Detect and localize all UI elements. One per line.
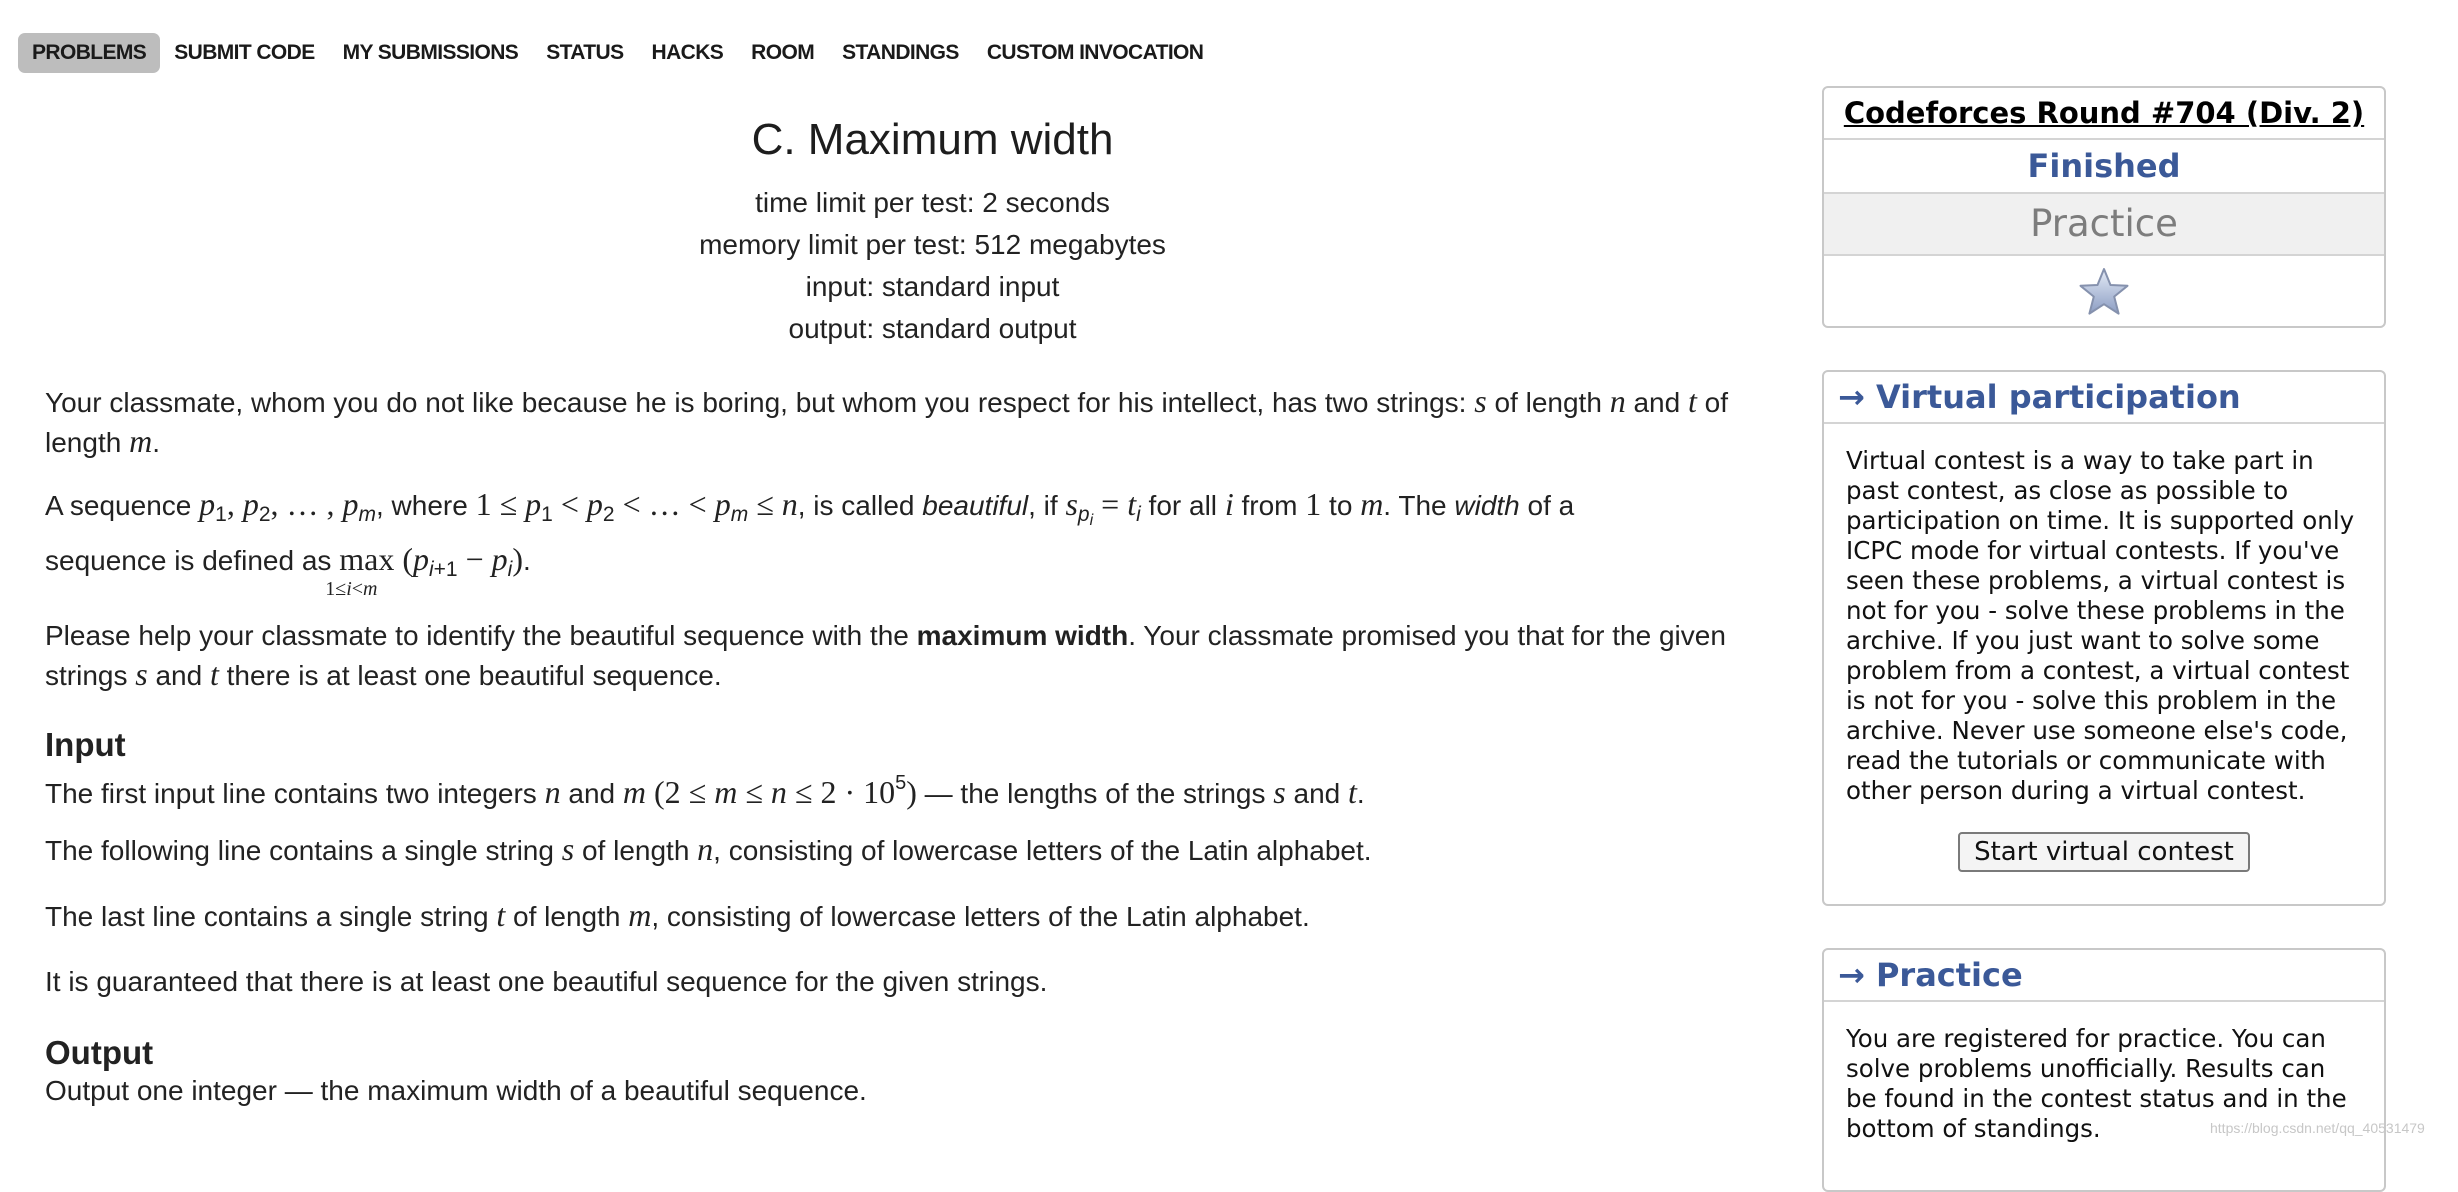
star-icon[interactable] [2077, 267, 2131, 317]
text: to [1321, 490, 1361, 521]
input-file: input: standard input [805, 271, 1060, 302]
text: The last line contains a single string [45, 901, 497, 932]
output-spec: Output one integer — the maximum width of a beautiful sequence. [45, 1075, 867, 1106]
text: , is called [797, 490, 923, 521]
menu-problems[interactable]: PROBLEMS [18, 33, 160, 73]
virtual-button-wrap [1824, 832, 2384, 872]
practice-title[interactable]: → Practice [1824, 950, 2384, 1002]
text: of length [505, 901, 629, 932]
text: width [1454, 490, 1520, 521]
output-file: output: standard output [788, 313, 1077, 344]
input-spec-line-3: The last line contains a single string t of length m, consisting of lowercase letters of the Latin alphabet. [45, 897, 1310, 933]
text: , if [1028, 490, 1066, 521]
text: and [1625, 387, 1688, 418]
text: and [1285, 778, 1349, 809]
legend-paragraph-1: Your classmate, whom you do not like because he is boring, but whom you respect for his intellect, has two strings: s of length n and t of length m. [45, 383, 1728, 459]
contest-status: Finished [1824, 140, 2384, 194]
time-limit: time limit per test: 2 seconds [755, 187, 1110, 218]
text: of length [574, 835, 698, 866]
contest-name-link[interactable]: Codeforces Round #704 (Div. 2) [1824, 88, 2384, 140]
problem-title: C. Maximum width [751, 115, 1114, 164]
input-spec-line-1: The first input line contains two integers n and m $(2 \le m \le n \le 2 \cdot 10^5)$ — the lengths of the strings s and t. [45, 772, 1365, 810]
menu-custom-invocation[interactable]: CUSTOM INVOCATION [986, 41, 1204, 64]
text: and [147, 660, 210, 691]
text: of length [1486, 387, 1610, 418]
menu-hacks[interactable]: HACKS [651, 41, 724, 64]
start-virtual-contest-button[interactable]: Start virtual contest [1958, 832, 2250, 872]
contest-mode: Practice [1824, 194, 2384, 256]
input-spec-line-4: It is guaranteed that there is at least one beautiful sequence for the given strings. [45, 966, 1048, 997]
practice-text: You are registered for practice. You can solve problems unofficially. Results can be found in the contest status and in the bottom of standings. [1846, 1024, 2347, 1143]
problem-menu [18, 33, 1217, 73]
text: of [1696, 387, 1728, 418]
text: A sequence [45, 490, 200, 521]
virtual-participation-box [1822, 370, 2386, 906]
problem-header [45, 110, 1820, 350]
legend-paragraph-2: A sequence $p_1$, $p_2$, … , $p_m$, where $1 \le p_1 < p_2$ < … < $p_m \le n$, is called beautiful, if $s_{pi} = t_i$ for all i from 1 to m. The width of a sequence is defined as max 1≤i<m $(p_{i+1} - p_i)$. [45, 486, 1575, 600]
text: , consisting of lowercase letters of the Latin alphabet. [713, 835, 1372, 866]
text: Please help your classmate to identify the beautiful sequence with the [45, 620, 917, 651]
menu-room[interactable]: ROOM [751, 41, 815, 64]
menu-submit-code[interactable]: SUBMIT CODE [174, 41, 315, 64]
menu-my-submissions[interactable]: MY SUBMISSIONS [342, 41, 519, 64]
text: and [560, 778, 623, 809]
contest-info-box [1822, 86, 2386, 328]
legend-paragraph-3: Please help your classmate to identify the beautiful sequence with the maximum width. Your classmate promised you that for the given strings s and t there is at least one beautiful sequence. [45, 620, 1726, 692]
text: The following line contains a single string [45, 835, 562, 866]
virtual-participation-title[interactable]: → Virtual participation [1824, 372, 2384, 424]
text: maximum width [916, 620, 1129, 651]
text: — the lengths of the strings [916, 778, 1274, 809]
output-section-title: Output [45, 1034, 154, 1071]
text: The first input line contains two integers [45, 778, 545, 809]
practice-box [1822, 948, 2386, 1192]
menu-status[interactable]: STATUS [546, 41, 624, 64]
input-section-title: Input [45, 726, 126, 763]
text: . Your classmate promised you that for the given [1128, 620, 1726, 651]
text: from [1233, 490, 1306, 521]
text: Your classmate, whom you do not like because he is boring, but whom you respect for his intellect, has two strings: [45, 387, 1475, 418]
text: . The [1383, 490, 1455, 521]
text: , consisting of lowercase letters of the Latin alphabet. [651, 901, 1310, 932]
menu-standings[interactable]: STANDINGS [842, 41, 959, 64]
input-spec-line-2: The following line contains a single string s of length n, consisting of lowercase letters of the Latin alphabet. [45, 831, 1372, 867]
virtual-participation-text: Virtual contest is a way to take part in past contest, as close as possible to participation on time. It is supported only ICPC mode for virtual contests. If you've seen these problems, a virtual contest is not for you - solve these problems in the archive. If you just want to solve some problem from a contest, a virtual contest is not for you - solve this problem in the archive. Never use someone else's code, read the tutorials or communicate with other person during a virtual contest. [1846, 446, 2355, 805]
text: length [45, 427, 130, 458]
text: , where [376, 490, 476, 521]
text: beautiful [922, 490, 1029, 521]
favourite-row [1824, 256, 2384, 328]
text: strings [45, 660, 136, 691]
watermark: https://blog.csdn.net/qq_40531479 [2210, 1120, 2425, 1136]
text: of a [1519, 490, 1575, 521]
text: sequence is defined as [45, 545, 340, 576]
text: for all [1140, 490, 1225, 521]
memory-limit: memory limit per test: 512 megabytes [699, 229, 1166, 260]
text: there is at least one beautiful sequence. [218, 660, 722, 691]
problem-statement [45, 110, 1820, 1106]
